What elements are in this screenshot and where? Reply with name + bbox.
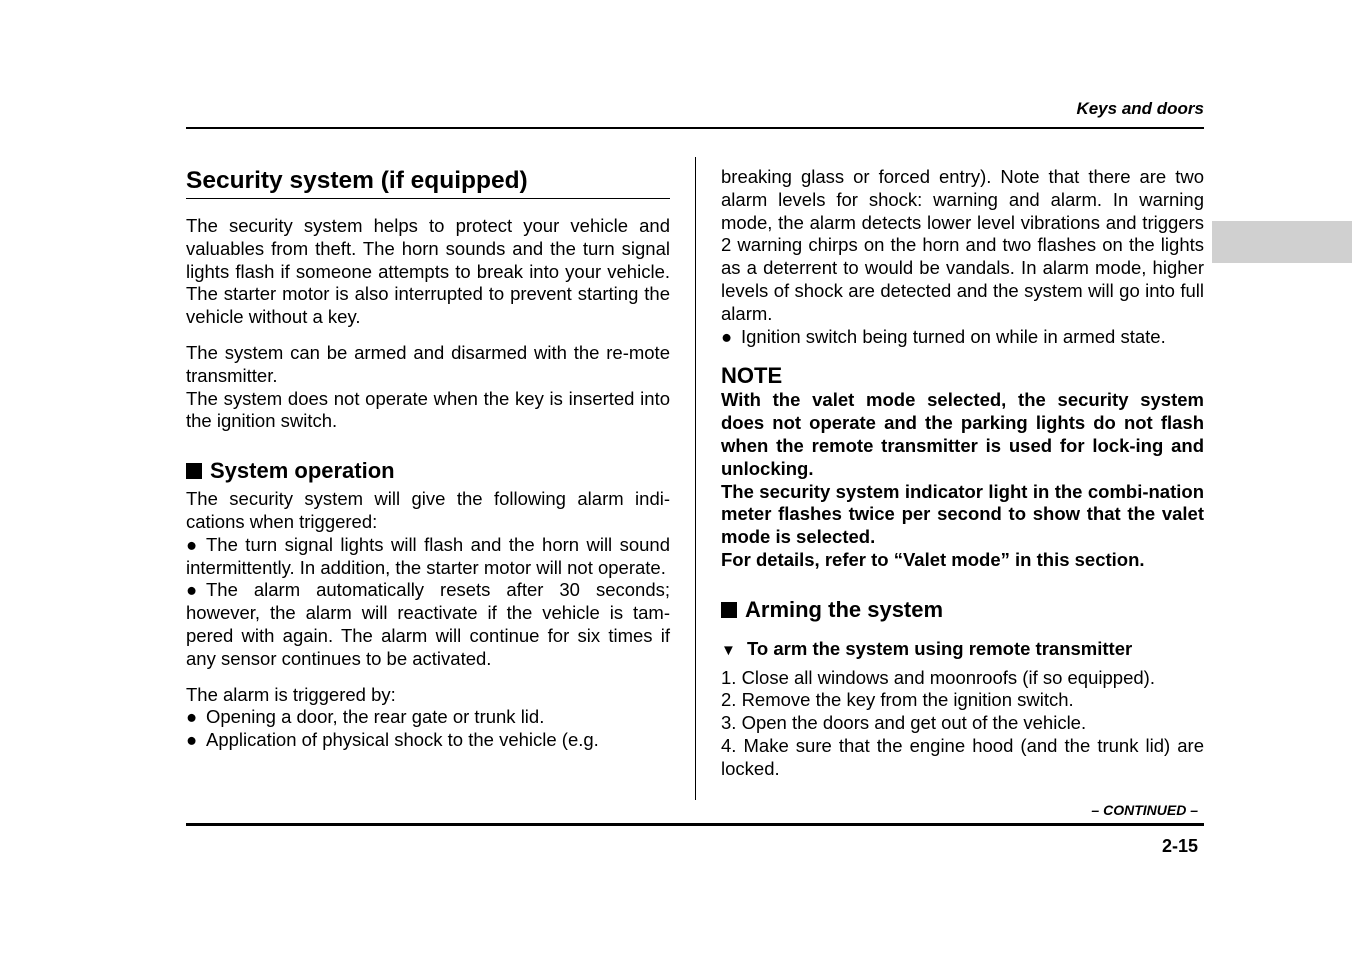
square-bullet-icon [721, 602, 737, 618]
bullet-icon: ● [186, 729, 198, 751]
running-header: Keys and doors [1076, 99, 1204, 118]
arming-info-paragraph: The system can be armed and disarmed with the re-mote transmitter. [186, 341, 670, 386]
step-item: 2. Remove the key from the ignition switch. [721, 689, 1074, 711]
step-item: 3. Open the doors and get out of the vehicle. [721, 712, 1087, 734]
list-item: ● The turn signal lights will flash and the horn will sound intermittently. In addition, the starter motor will not operate. [186, 533, 670, 578]
section-title: Security system (if equipped) [186, 166, 670, 199]
note-paragraph: The security system indicator light in the combi-nation meter flashes twice per second to show that the valet mode is selected. [721, 480, 1204, 548]
list-item: ● Ignition switch being turned on while in armed state. [721, 325, 1166, 347]
square-bullet-icon [186, 463, 202, 479]
triangle-down-icon: ▼ [721, 641, 736, 659]
note-paragraph: For details, refer to “Valet mode” in this section. [721, 548, 1145, 570]
list-item: ● The alarm automatically resets after 30 seconds; however, the alarm will reactivate if the vehicle is tam-pered with again. The alarm will continue for six times if any sensor continues to be activated. [186, 579, 670, 669]
bullet-icon: ● [721, 325, 733, 347]
bullet-icon: ● [186, 533, 198, 555]
chapter-tab-marker [1212, 221, 1352, 263]
system-operation-text: The security system will give the following alarm indi-cations when triggered: [186, 488, 670, 532]
header-rule [186, 127, 1204, 129]
continued-paragraph: breaking glass or forced entry). Note that there are two alarm levels for shock: warning and alarm. In warning mode, the alarm detects lower level vibrations and triggers 2 warning chirps on the horn and two flashes on the lights as a deterrent to would be vandals. In alarm mode, higher levels of shock are detected and the system will go into full alarm. [721, 166, 1204, 324]
step-item: 1. Close all windows and moonroofs (if so equipped). [721, 666, 1155, 688]
note-heading: NOTE [721, 363, 783, 389]
bullet-icon: ● [186, 579, 198, 601]
right-column [721, 166, 1204, 781]
left-column [186, 166, 670, 752]
column-divider [695, 157, 696, 800]
list-item: ● Application of physical shock to the vehicle (e.g. [186, 729, 599, 751]
page-number: 2-15 [1161, 836, 1198, 856]
continued-label: – CONTINUED – [1091, 802, 1198, 818]
footer-rule [186, 823, 1204, 826]
arm-remote-heading: ▼ To arm the system using remote transmitter [721, 638, 1204, 663]
system-operation-heading: System operation [186, 457, 670, 485]
triggered-by-text: The alarm is triggered by: [186, 683, 396, 705]
key-info-paragraph: The system does not operate when the key is inserted into the ignition switch. [186, 387, 670, 432]
note-body [721, 389, 1204, 571]
bullet-icon: ● [186, 706, 198, 728]
list-item: ● Opening a door, the rear gate or trunk lid. [186, 706, 545, 728]
step-item: 4. Make sure that the engine hood (and the trunk lid) are locked. [721, 734, 1204, 779]
arming-heading: Arming the system [721, 596, 1204, 624]
intro-paragraph: The security system helps to protect your vehicle and valuables from theft. The horn sounds and the turn signal lights flash if someone attempts to break into your vehicle. The starter motor is also interrupted to prevent starting the vehicle without a key. [186, 215, 670, 328]
note-paragraph: With the valet mode selected, the security system does not operate and the parking lights do not flash when the remote transmitter is used for lock-ing and unlocking. [721, 389, 1204, 479]
